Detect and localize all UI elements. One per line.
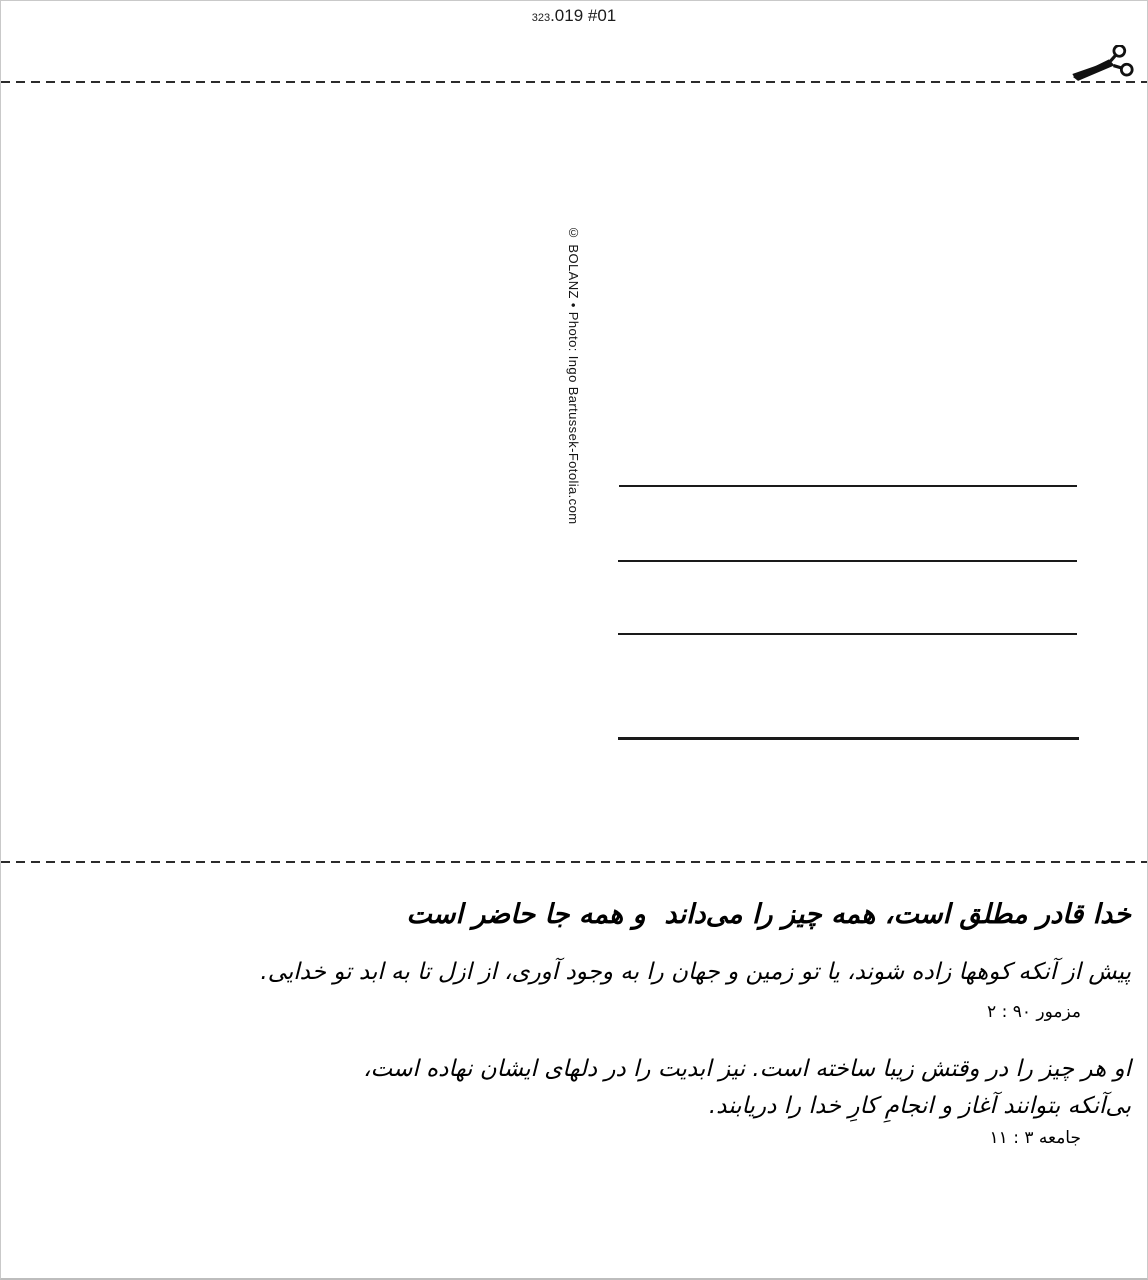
product-code-main: .019 #01	[550, 6, 617, 25]
ecclesiastes-verse-reference: جامعه ۳ : ۱۱	[989, 1128, 1081, 1148]
psalm-verse-reference: مزمور ۹۰ : ۲	[987, 1002, 1081, 1022]
address-line-2	[618, 560, 1077, 562]
ecclesiastes-verse-text	[363, 1051, 1131, 1125]
ecclesiastes-verse-line-2: بی‌آنکه بتوانند آغاز و انجامِ کارِ خدا را دریابند.	[708, 1093, 1131, 1119]
address-line-4	[618, 737, 1079, 740]
verse-heading: خدا قادر مطلق است، همه چیز را می‌داند و همه جا حاضر است	[406, 899, 1131, 930]
photo-credit-text: © BOLANZ • Photo: Ingo Bartussek-Fotolia.com	[566, 225, 581, 525]
cut-line-bottom	[1, 861, 1148, 863]
ecclesiastes-verse-line-1: او هر چیز را در وقتش زیبا ساخته است. نیز ابدیت را در دلهای ایشان نهاده است،	[363, 1056, 1131, 1082]
address-line-3	[618, 633, 1077, 635]
psalm-verse-text: پیش از آنکه کوهها زاده شوند، یا تو زمین و جهان را به وجود آوری، از ازل تا به ابد تو خدایی.	[260, 959, 1131, 985]
cut-line-top	[1, 81, 1148, 83]
product-code	[1, 6, 1147, 26]
product-code-prefix: 323	[531, 12, 551, 24]
address-line-1	[619, 485, 1077, 487]
